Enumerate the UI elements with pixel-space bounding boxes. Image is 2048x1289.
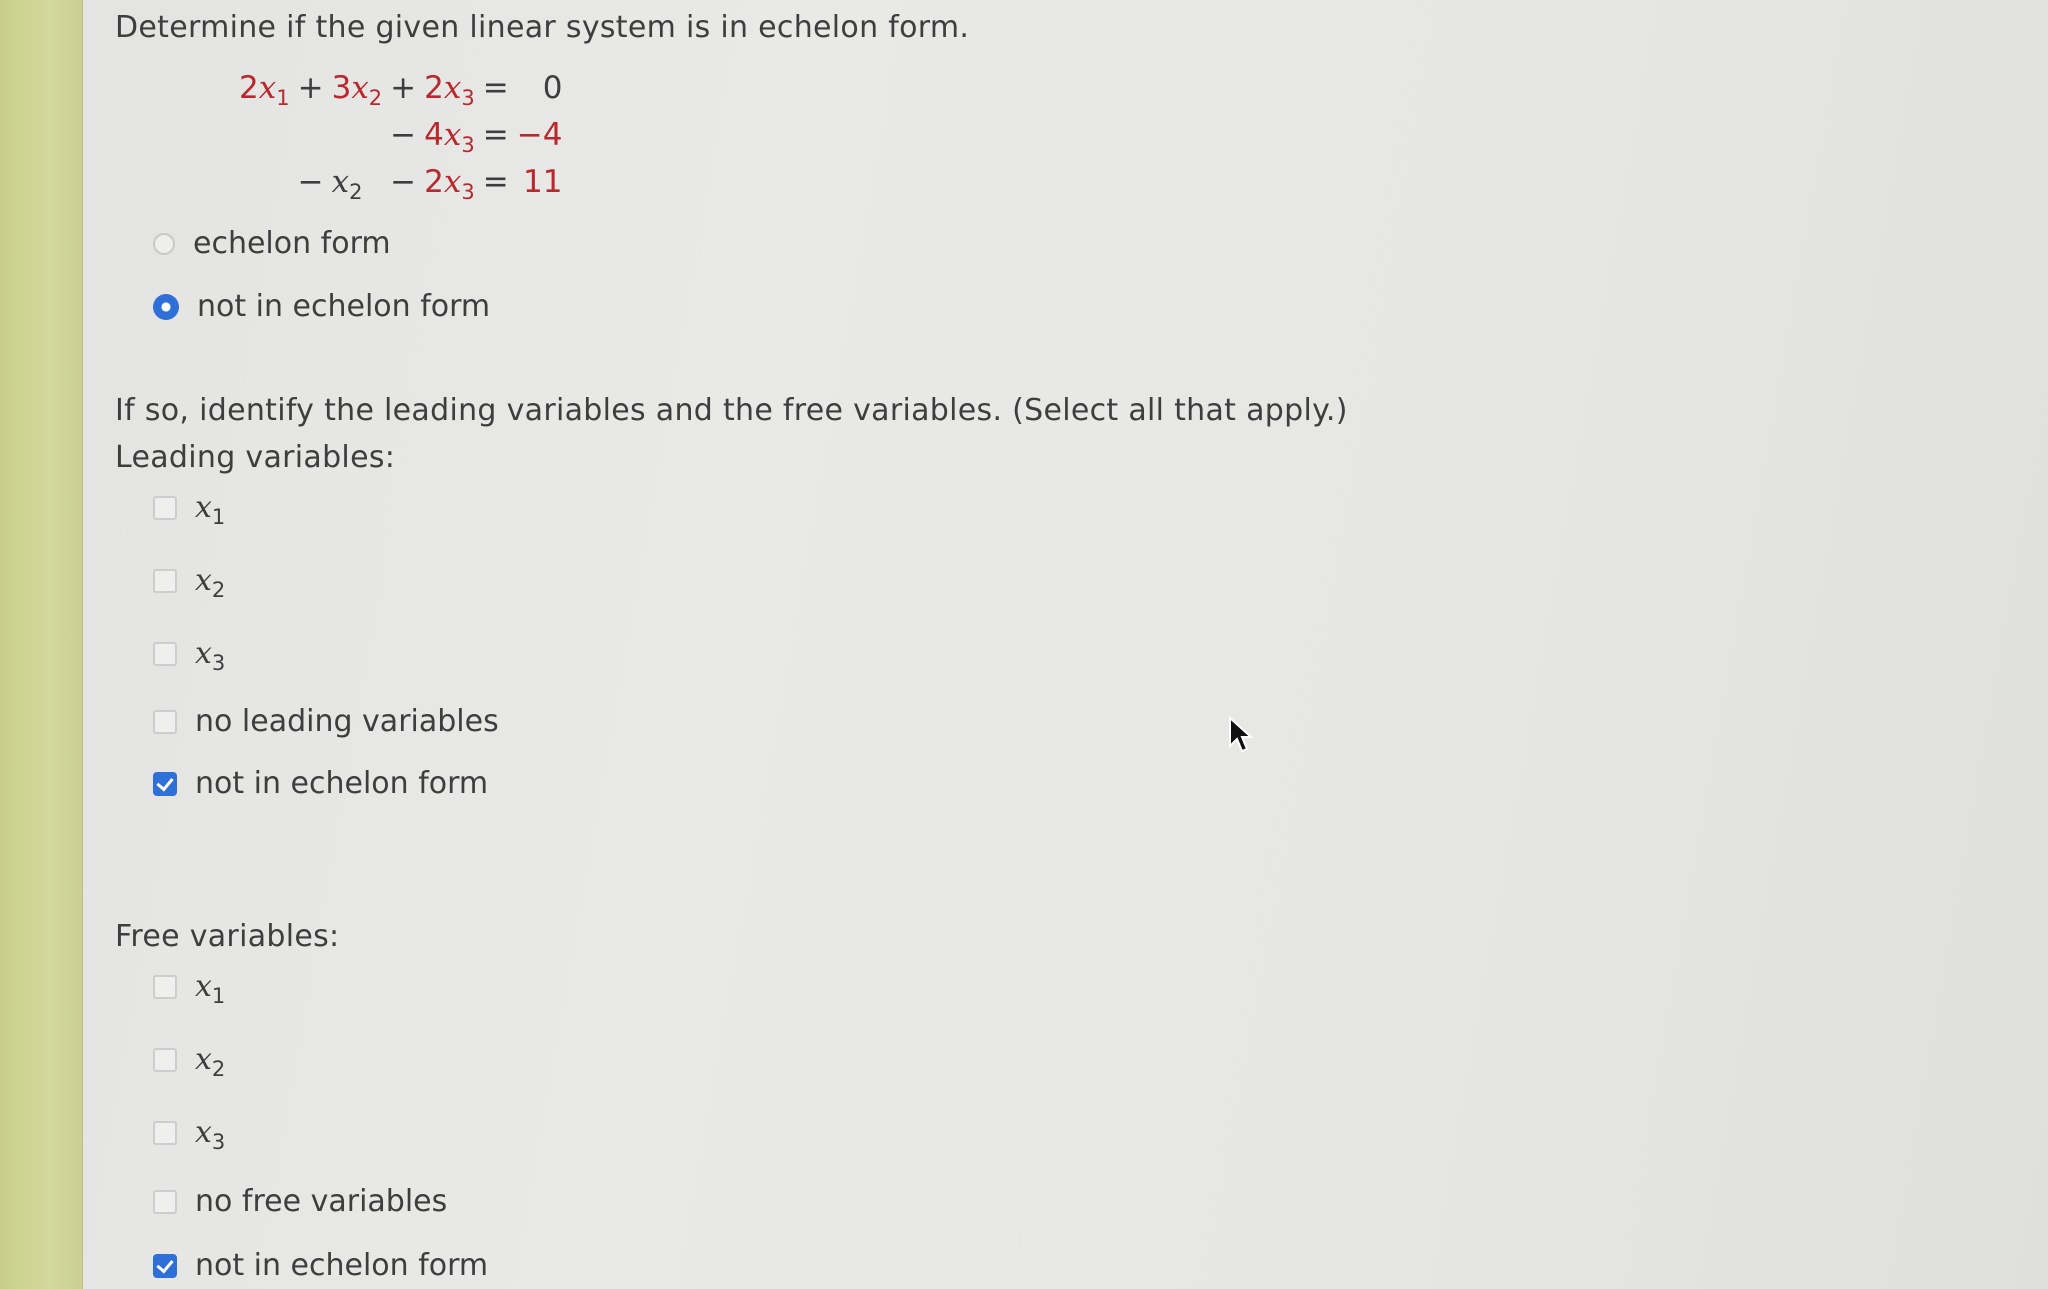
equation-row-2: − $4x_3$ = −4 — [390, 116, 563, 157]
checkbox-checked[interactable] — [153, 1254, 177, 1278]
checkbox[interactable] — [153, 975, 177, 999]
checkbox[interactable] — [153, 1121, 177, 1145]
leading-option-x1[interactable] — [153, 490, 226, 529]
equation-row-3: − $x_2$ − $2x_3$ = 11 — [297, 163, 563, 204]
option-label: $x_3$ — [195, 636, 226, 675]
checkbox[interactable] — [153, 710, 177, 734]
free-option-x2[interactable] — [153, 1042, 226, 1081]
left-margin-strip — [0, 0, 83, 1289]
identify-prompt: If so, identify the leading variables and the free variables. (Select all that apply.) — [115, 393, 1348, 428]
option-label: no leading variables — [195, 704, 499, 739]
leading-option-x2[interactable] — [153, 563, 226, 602]
option-echelon-form[interactable] — [153, 226, 391, 261]
option-not-in-echelon-form[interactable] — [153, 289, 490, 324]
option-label: $x_3$ — [195, 1115, 226, 1154]
option-label: echelon form — [193, 226, 391, 261]
leading-option-none[interactable] — [153, 704, 499, 739]
option-label: not in echelon form — [195, 766, 489, 801]
option-label: not in echelon form — [195, 1248, 489, 1283]
option-label: $x_1$ — [195, 969, 226, 1008]
leading-option-x3[interactable] — [153, 636, 226, 675]
free-option-none[interactable] — [153, 1184, 447, 1219]
checkbox-checked[interactable] — [153, 772, 177, 796]
option-label: $x_2$ — [195, 563, 226, 602]
checkbox[interactable] — [153, 569, 177, 593]
radio-button[interactable] — [153, 233, 175, 255]
checkbox[interactable] — [153, 496, 177, 520]
checkbox[interactable] — [153, 1048, 177, 1072]
equation-row-1: $2x_1$ + $3x_2$ + $2x_3$ = 0 — [239, 69, 563, 110]
leading-option-not-echelon[interactable] — [153, 766, 488, 801]
option-label: not in echelon form — [197, 289, 491, 324]
checkbox[interactable] — [153, 642, 177, 666]
question-panel — [115, 0, 2048, 1289]
linear-system — [235, 64, 566, 205]
free-option-x1[interactable] — [153, 969, 226, 1008]
mouse-pointer-icon — [1228, 716, 1254, 756]
free-variables-label: Free variables: — [115, 919, 340, 954]
radio-button-selected[interactable] — [153, 294, 179, 320]
free-option-x3[interactable] — [153, 1115, 226, 1154]
free-option-not-echelon[interactable] — [153, 1248, 488, 1283]
question-prompt: Determine if the given linear system is in echelon form. — [115, 10, 970, 45]
leading-variables-label: Leading variables: — [115, 440, 396, 475]
option-label: no free variables — [195, 1184, 448, 1219]
checkbox[interactable] — [153, 1190, 177, 1214]
option-label: $x_2$ — [195, 1042, 226, 1081]
option-label: $x_1$ — [195, 490, 226, 529]
